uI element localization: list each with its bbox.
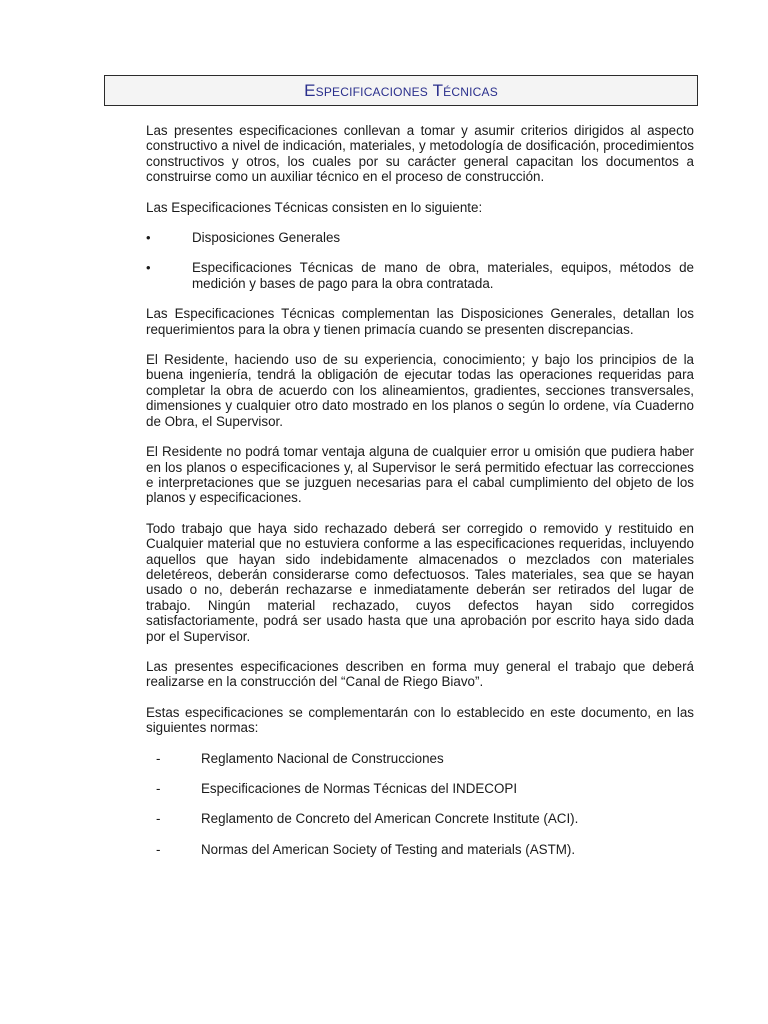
- list-item: [146, 842, 694, 857]
- list-item: [146, 781, 694, 796]
- list-item: [146, 260, 694, 291]
- list-item-text: Disposiciones Generales: [192, 230, 341, 246]
- norms-list: [146, 751, 694, 858]
- list-item: [146, 230, 694, 245]
- paragraph-residente-2: El Residente no podrá tomar ventaja alguna de cualquier error u omisión que pudiera haber en los planos o especificaciones y, al Supervisor le será permitido efectuar las correcciones e interpretaciones que se juzguen necesarias para el cabal cumplimiento del objeto de los planos y especificaciones.: [146, 444, 694, 506]
- paragraph-residente-1: El Residente, haciendo uso de su experiencia, conocimiento; y bajo los principios de la buena ingeniería, tendrá la obligación de ejecutar todas las operaciones requeridas para completar la obra de acuerdo con los alineamientos, gradientes, secciones transversales, dimensiones y cualquier otro dato mostrado en los planos o según lo ordene, vía Cuaderno de Obra, el Supervisor.: [146, 352, 694, 429]
- document-title: Especificaciones Técnicas: [304, 80, 498, 100]
- list-item-text: Especificaciones de Normas Técnicas del INDECOPI: [201, 781, 518, 796]
- title-box: [104, 75, 698, 106]
- list-item: [146, 751, 694, 766]
- paragraph-canal: Las presentes especificaciones describen en forma muy general el trabajo que deberá realizarse en la construcción del “Canal de Riego Biavo”.: [146, 658, 694, 690]
- document-body: [146, 123, 694, 872]
- paragraph-consist: Las Especificaciones Técnicas consisten en lo siguiente:: [146, 199, 483, 215]
- list-item-text: Especificaciones Técnicas de mano de obra, materiales, equipos, métodos de medición y bases de pago para la obra contratada.: [192, 260, 694, 291]
- bullet-list: [146, 230, 694, 291]
- dash-marker: -: [156, 811, 161, 827]
- paragraph-intro: Las presentes especificaciones conllevan a tomar y asumir criterios dirigidos al aspecto constructivo a nivel de indicación, materiales, y metodología de dosificación, procedimientos constructivos y otros, los cuales por su carácter general capacitan los documentos a construirse como un auxiliar técnico en el proceso de construcción.: [146, 123, 694, 185]
- bullet-marker: •: [146, 230, 151, 246]
- dash-marker: -: [156, 750, 161, 766]
- paragraph-normas: Estas especificaciones se complementarán con lo establecido en este documento, en las siguientes normas:: [146, 704, 694, 736]
- dash-marker: -: [156, 841, 161, 857]
- dash-marker: -: [156, 781, 161, 796]
- list-item-text: Reglamento Nacional de Construcciones: [201, 750, 444, 766]
- list-item: [146, 811, 694, 826]
- paragraph-rechazado: Todo trabajo que haya sido rechazado deberá ser corregido o removido y restituido en Cualquier material que no estuviera conforme a las especificaciones requeridas, incluyendo aquellos que hayan sido indebidamente almacenados o mezclados con materiales deletéreos, deberán considerarse como defectuosos. Tales materiales, sea que se hayan usado o no, deberán rechazarse e inmediatamente deberán ser retirados del lugar de trabajo. Ningún material rechazado, cuyos defectos hayan sido corregidos satisfactoriamente, podrá ser usado hasta que una aprobación por escrito haya sido dada por el Supervisor.: [146, 520, 694, 644]
- paragraph-complement: Las Especificaciones Técnicas complementan las Disposiciones Generales, detallan los requerimientos para la obra y tienen primacía cuando se presenten discrepancias.: [146, 306, 694, 337]
- list-item-text: Reglamento de Concreto del American Concrete Institute (ACI).: [201, 811, 579, 827]
- list-item-text: Normas del American Society of Testing and materials (ASTM).: [201, 841, 576, 857]
- bullet-marker: •: [146, 260, 151, 276]
